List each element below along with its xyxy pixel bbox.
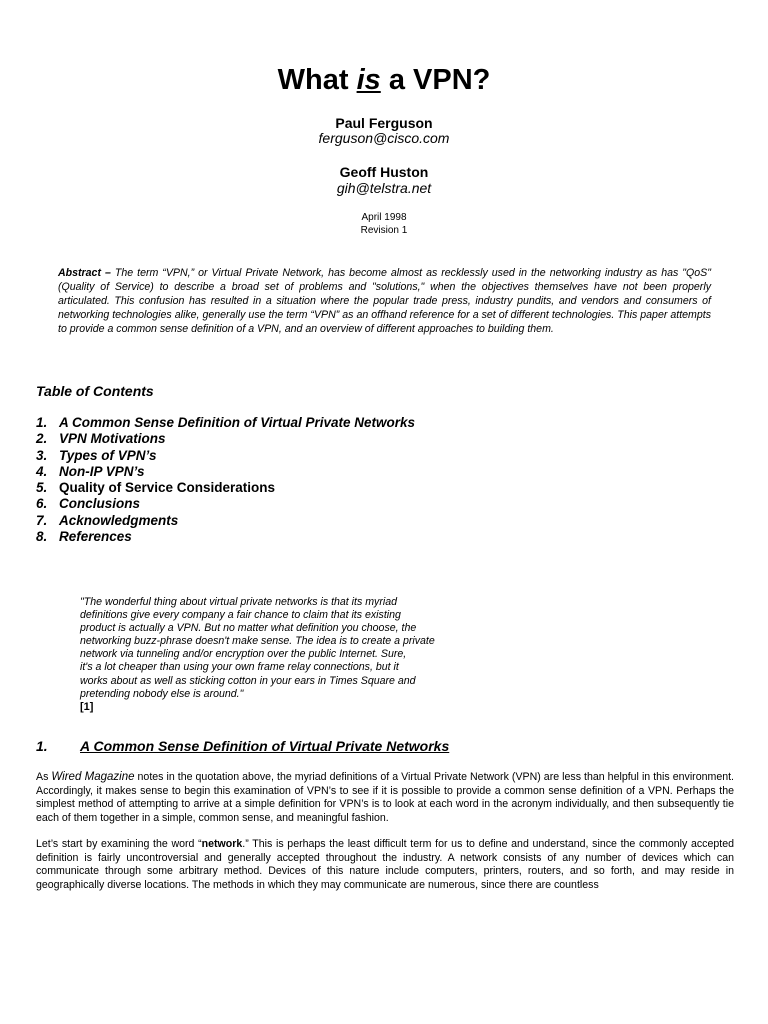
toc-item-number: 2.: [36, 431, 48, 447]
document-revision: Revision 1: [360, 225, 408, 236]
toc-item[interactable]: [36, 480, 415, 496]
toc-item[interactable]: [36, 529, 415, 545]
section-title: A Common Sense Definition of Virtual Private Networks: [80, 738, 450, 754]
abstract: [58, 266, 711, 336]
toc-item[interactable]: [36, 431, 415, 447]
author-name-1: Paul Ferguson: [335, 115, 433, 131]
quote-line: works about as well as sticking cotton in your ears in Times Square and: [80, 674, 416, 687]
toc-item-number: 6.: [36, 496, 48, 512]
toc-item-label: Quality of Service Considerations: [59, 480, 276, 496]
abstract-lead: Abstract –: [58, 267, 111, 279]
toc-item-label: Acknowledgments: [59, 512, 179, 528]
document-date: April 1998: [361, 212, 407, 223]
quote-line: "The wonderful thing about virtual private networks is that its myriad: [80, 596, 398, 608]
document-title: [0, 62, 768, 98]
toc-item-number: 5.: [36, 480, 48, 496]
paragraph-text: notes in the quotation above, the myriad definitions of a Virtual Private Network (VPN) are less than helpful in this environment. Accordingly, it makes sense to begin this examination of VPN’s to see if it is possible to provide a common sense definition of a VPN. Perhaps the simplest method of attempting to arrive at a simple definition for VPN’s is to look at each word in the acronym individually, and then subsequently tie each of them together in a simple, common sense, and meaningful fashion.: [36, 771, 734, 824]
toc-item-label: Non-IP VPN’s: [59, 463, 145, 479]
section-1-heading: [36, 737, 449, 755]
section-1-paragraph-2: [36, 838, 734, 892]
toc-item-number: 4.: [36, 463, 48, 479]
defined-term: network: [201, 838, 243, 850]
toc-item-number: 7.: [36, 512, 48, 528]
toc-item[interactable]: [36, 513, 415, 529]
toc-item-label: References: [59, 529, 132, 545]
author-email-2: gih@telstra.net: [336, 180, 432, 196]
quote-line-last: [80, 688, 480, 714]
title-emphasis: is: [356, 64, 381, 96]
toc-item-number: 8.: [36, 529, 48, 545]
toc-item[interactable]: [36, 448, 415, 464]
quote-line: networking buzz-phrase doesn't make sense. The idea is to create a private: [80, 635, 435, 648]
quote-line: product is actually a VPN. But no matter what definition you choose, the: [80, 622, 417, 635]
title-post: a VPN?: [380, 64, 491, 96]
section-number: 1.: [36, 738, 48, 754]
quote-line: definitions give every company a fair chance to claim that its existing: [80, 609, 401, 622]
author-name-2: Geoff Huston: [339, 164, 429, 180]
title-pre: What: [277, 64, 357, 96]
toc-item-label: VPN Motivations: [59, 431, 166, 447]
epigraph-quote: [80, 596, 480, 714]
section-1-paragraph-1: [36, 771, 734, 825]
magazine-name: Wired Magazine: [51, 771, 135, 783]
toc-item-label: Types of VPN’s: [59, 447, 157, 463]
toc-item-label: Conclusions: [59, 496, 141, 512]
toc-item[interactable]: [36, 496, 415, 512]
toc-heading: Table of Contents: [36, 383, 154, 399]
toc-item-number: 3.: [36, 447, 48, 463]
abstract-text: The term “VPN,” or Virtual Private Network, has become almost as recklessly used in the networking industry as has "QoS" (Quality of Service) to describe a broad set of problems and "solutions," when the objectives themselves have not been properly articulated. This confusion has resulted in a situation where the popular trade press, industry pundits, and vendors and consumers of networking technologies alike, generally use the term “VPN” as an offhand reference for a set of different technologies. This paper attempts to provide a common sense definition of a VPN, and an overview of different approaches to building them.: [58, 267, 712, 335]
quote-line: network via tunneling and/or encryption over the public Internet. Sure,: [80, 648, 407, 661]
toc-item[interactable]: [36, 415, 415, 431]
paragraph-text: .” This is perhaps the least difficult term for us to define and understand, since the commonly accepted definition is fairly uncontroversial and generally accepted throughout the industry. A network consists of any number of devices which can communicate through some arbitrary method. Devices of this nature include computers, printers, routers, and so forth, and may reside in geographically diverse locations. The methods in which they may communicate are numerous, since there are countless: [36, 838, 734, 891]
quote-line: pretending nobody else is around.": [80, 687, 244, 700]
paragraph-text: Let’s start by examining the word “: [36, 838, 202, 850]
quote-citation: [1]: [80, 700, 94, 713]
toc-item-number: 1.: [36, 415, 48, 430]
toc-item-label: A Common Sense Definition of Virtual Private Networks: [59, 415, 416, 430]
paragraph-text: As: [36, 771, 52, 783]
quote-line: it's a lot cheaper than using your own frame relay connections, but it: [80, 661, 399, 674]
table-of-contents: [36, 415, 415, 545]
author-email-1: ferguson@cisco.com: [318, 130, 450, 146]
toc-item[interactable]: [36, 464, 415, 480]
